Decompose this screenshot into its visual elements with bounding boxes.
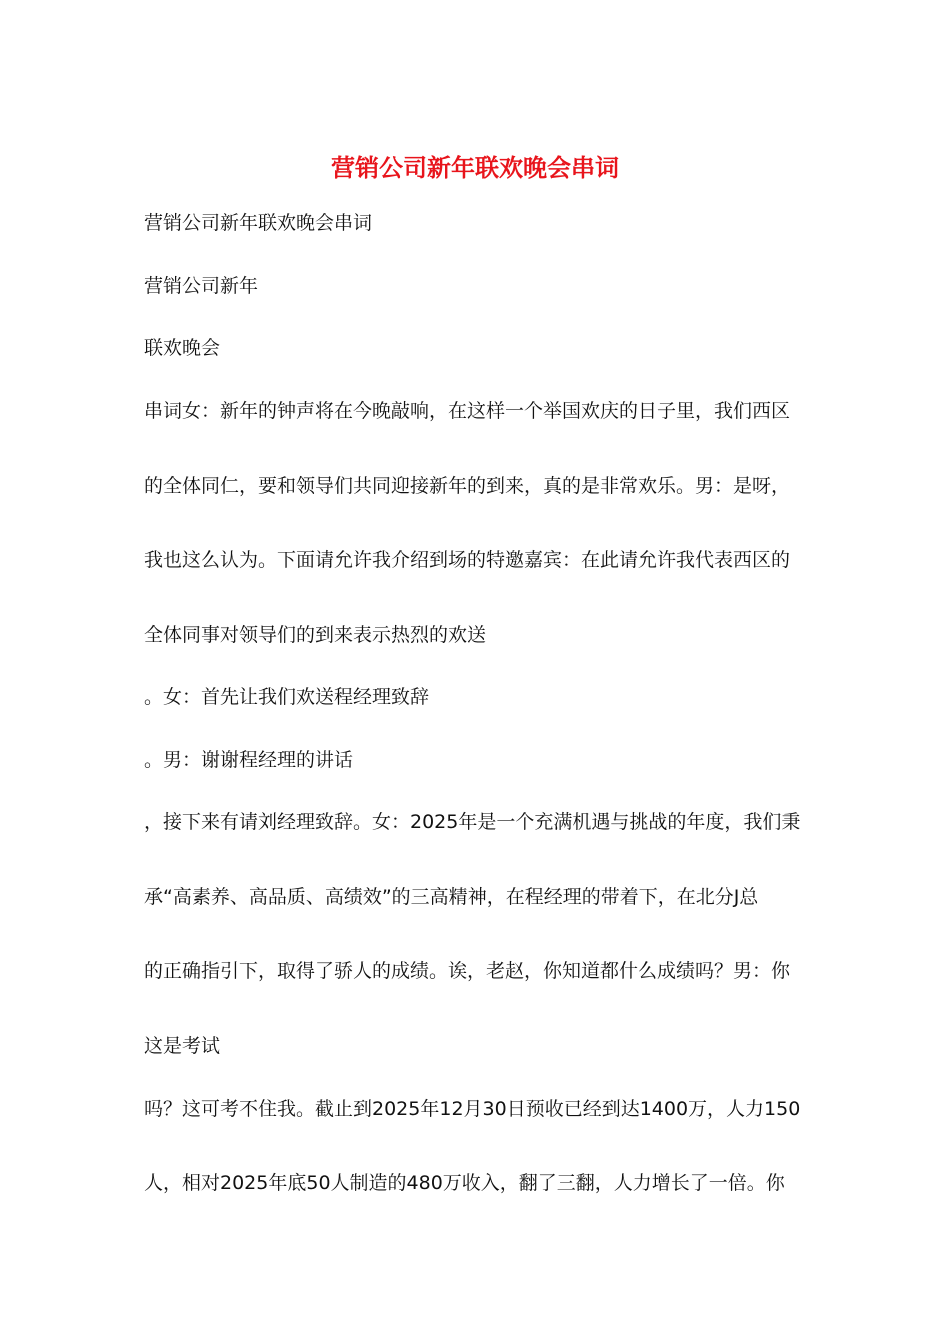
document-title: 营销公司新年联欢晚会串词 bbox=[331, 154, 619, 182]
body-line: 营销公司新年联欢晚会串词 bbox=[144, 212, 373, 234]
body-line: 承“高素养、高品质、高绩效”的三高精神，在程经理的带着下，在北分J总 bbox=[144, 886, 759, 908]
body-line: 联欢晚会 bbox=[144, 337, 221, 359]
body-line: 这是考试 bbox=[144, 1035, 221, 1057]
body-line: 。女：首先让我们欢送程经理致辞 bbox=[144, 686, 430, 708]
body-line: ，接下来有请刘经理致辞。女：2025年是一个充满机遇与挑战的年度，我们秉 bbox=[144, 811, 801, 833]
body-line: 。男：谢谢程经理的讲话 bbox=[144, 749, 354, 771]
body-line: 全体同事对领导们的到来表示热烈的欢送 bbox=[144, 624, 487, 646]
body-line: 的正确指引下，取得了骄人的成绩。诶，老赵，你知道都什么成绩吗？男：你 bbox=[144, 960, 791, 982]
body-line: 人，相对2025年底50人制造的480万收入，翻了三翻，人力增长了一倍。你 bbox=[144, 1172, 785, 1194]
body-line: 营销公司新年 bbox=[144, 275, 259, 297]
body-line: 吗？这可考不住我。截止到2025年12月30日预收已经到达1400万，人力150 bbox=[144, 1098, 801, 1120]
body-line: 我也这么认为。下面请允许我介绍到场的特邀嘉宾：在此请允许我代表西区的 bbox=[144, 549, 791, 571]
body-line: 串词女：新年的钟声将在今晚敲响，在这样一个举国欢庆的日子里，我们西区 bbox=[144, 400, 791, 422]
body-line: 的全体同仁，要和领导们共同迎接新年的到来，真的是非常欢乐。男：是呀， bbox=[144, 475, 791, 497]
